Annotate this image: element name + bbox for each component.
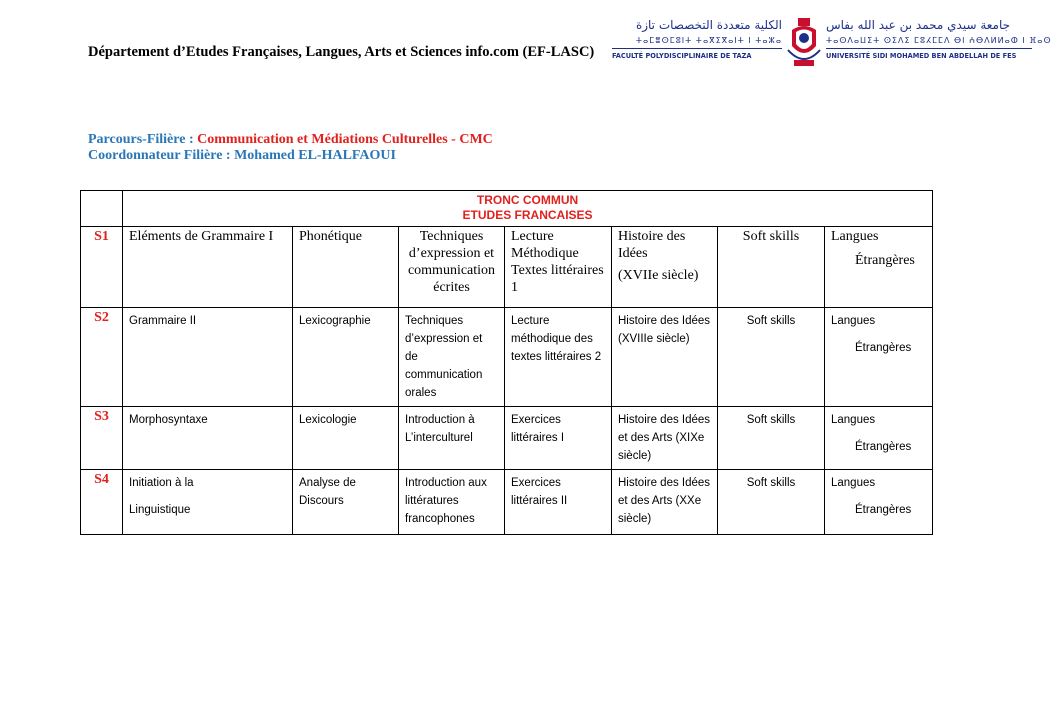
module-cell: Soft skills (718, 227, 825, 308)
module-cell: Techniques d’expression et communication écrites (399, 227, 505, 308)
module-cell: Exercices littéraires I (505, 407, 612, 470)
module-cell: Morphosyntaxe (123, 407, 293, 470)
faculty-logo-text (612, 16, 782, 72)
table-row (81, 308, 933, 407)
module-line: Langues (831, 477, 876, 489)
parcours-line (88, 132, 493, 148)
parcours-label: Parcours-Filière : (88, 132, 198, 147)
institution-logos (612, 16, 1052, 72)
university-arabic-name: جامعة سيدي محمد بن عبد الله بفاس (826, 18, 1011, 32)
university-latin-name: UNIVERSITÉ SIDI MOHAMED BEN ABDELLAH DE FES (826, 52, 1017, 60)
table-header-row (81, 191, 933, 227)
faculty-latin-name: FACULTÉ POLYDISCIPLINAIRE DE TAZA (612, 52, 752, 60)
module-line: Linguistique (129, 504, 191, 516)
curriculum-table (80, 190, 933, 535)
module-cell: Lexicographie (293, 308, 399, 407)
module-line: Étrangères (855, 342, 912, 354)
module-line: Étrangères (855, 441, 912, 453)
tronc-commun-header (123, 191, 933, 227)
module-line: Langues (831, 414, 876, 426)
module-cell: Soft skills (718, 470, 825, 535)
module-cell (825, 407, 933, 470)
module-line: (XVIIe siècle) (618, 268, 699, 283)
module-cell: Techniques d’expression et de communication orales (399, 308, 505, 407)
module-line: Initiation à la (129, 477, 194, 489)
semester-label: S4 (81, 470, 123, 535)
module-cell: Eléments de Grammaire I (123, 227, 293, 308)
university-emblem-icon (784, 16, 824, 72)
module-cell: Exercices littéraires II (505, 470, 612, 535)
module-cell: Lexicologie (293, 407, 399, 470)
parcours-value: Communication et Médiations Culturelles - CMC (197, 132, 493, 147)
table-row (81, 407, 933, 470)
module-cell: Histoire des Idées et des Arts (XIXe siècle) (612, 407, 718, 470)
faculty-arabic-name: الكلية متعددة التخصصات تازة (635, 18, 782, 32)
module-line: Lecture Méthodique (511, 229, 579, 261)
header-line-1: TRONC COMMUN (476, 193, 579, 207)
university-tifinagh-name: ⵜⴰⵙⴷⴰⵡⵉⵜ ⵙⵉⴷⵉ ⵎⵓⵃⵎⵎⴷ ⴱⵏ ⵄⴱⴷⵍⵍⴰⵀ ⵏ ⴼⴰⵙ (826, 36, 1052, 45)
module-cell: Introduction à L’interculturel (399, 407, 505, 470)
semester-label: S1 (81, 227, 123, 308)
module-cell (505, 227, 612, 308)
department-title: Département d’Etudes Françaises, Langues, Arts et Sciences info.com (EF-LASC) (88, 44, 595, 60)
module-cell: Phonétique (293, 227, 399, 308)
module-cell: Lecture méthodique des textes littéraires 2 (505, 308, 612, 407)
module-cell: Introduction aux littératures francophones (399, 470, 505, 535)
coordinator-line: Coordonnateur Filière : Mohamed EL-HALFAOUI (88, 148, 396, 163)
module-cell: Analyse de Discours (293, 470, 399, 535)
university-logo-text (826, 16, 1052, 72)
header-line-2: ETUDES FRANCAISES (462, 208, 593, 222)
corner-cell (81, 191, 123, 227)
university-divider (826, 48, 1032, 49)
module-cell (825, 470, 933, 535)
module-cell (825, 308, 933, 407)
module-line: Étrangères (855, 504, 912, 516)
semester-label: S2 (81, 308, 123, 407)
module-line: Textes littéraires 1 (511, 263, 604, 295)
faculty-divider (612, 48, 782, 49)
table-row (81, 470, 933, 535)
module-line: Étrangères (855, 253, 915, 268)
module-cell (612, 227, 718, 308)
module-cell (825, 227, 933, 308)
module-cell: Soft skills (718, 308, 825, 407)
module-cell (123, 470, 293, 535)
module-line: Histoire des Idées (618, 229, 686, 261)
semester-label: S3 (81, 407, 123, 470)
module-cell: Soft skills (718, 407, 825, 470)
module-cell: Histoire des Idées et des Arts (XXe siècle) (612, 470, 718, 535)
module-cell: Histoire des Idées (XVIIIe siècle) (612, 308, 718, 407)
faculty-tifinagh-name: ⵜⴰⵎⴻⵙⵎⵓⵏⵜ ⵜⴰⴳⵉⴳⴰⵏⵜ ⵏ ⵜⴰⵣⴰ (635, 36, 782, 45)
module-line: Langues (831, 315, 876, 327)
table-row (81, 227, 933, 308)
module-cell: Grammaire II (123, 308, 293, 407)
module-line: Langues (831, 229, 879, 244)
